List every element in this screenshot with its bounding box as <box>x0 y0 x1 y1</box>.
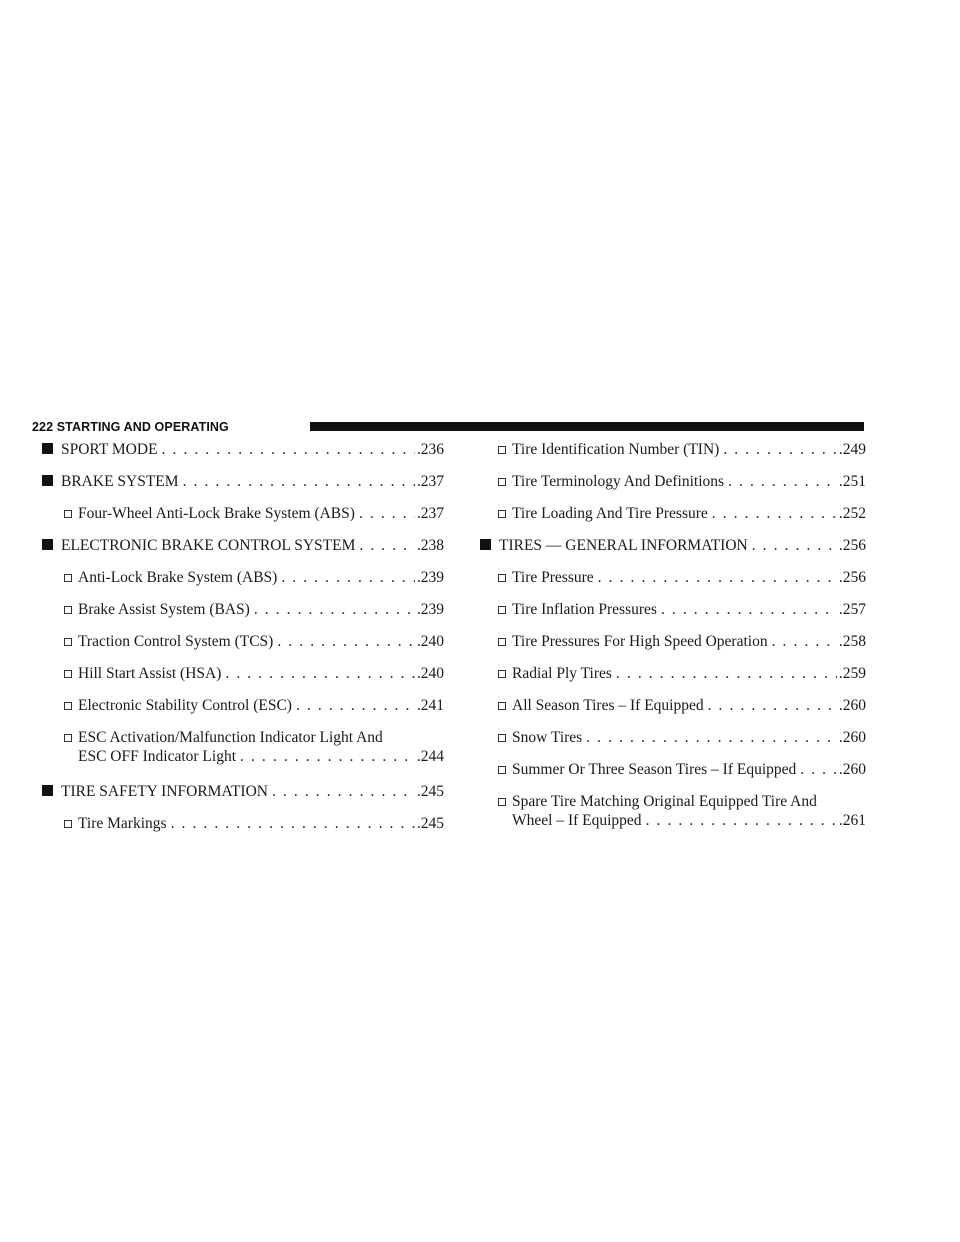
toc-entry-page: .238 <box>416 537 444 554</box>
dot-leader <box>586 728 837 747</box>
toc-entry[interactable] <box>42 536 444 555</box>
dot-leader <box>171 814 415 833</box>
toc-entry-page: .260 <box>838 761 866 778</box>
toc-subentry[interactable] <box>498 440 866 459</box>
hollow-square-bullet-icon <box>64 702 72 710</box>
toc-entry-label: Spare Tire Matching Original Equipped Tire And <box>512 793 817 810</box>
dot-leader <box>752 536 837 555</box>
toc-subentry[interactable] <box>498 504 866 523</box>
toc-entry-page: .239 <box>416 569 444 586</box>
toc-entry-page: .244 <box>416 748 444 765</box>
header-text <box>32 418 229 436</box>
hollow-square-bullet-icon <box>498 446 506 454</box>
toc-entry[interactable] <box>42 440 444 459</box>
dot-leader <box>359 536 415 555</box>
hollow-square-bullet-icon <box>498 734 506 742</box>
hollow-square-bullet-icon <box>498 510 506 518</box>
hollow-square-bullet-icon <box>64 606 72 614</box>
toc-entry-page: .241 <box>416 697 444 714</box>
toc-entry-page: .249 <box>838 441 866 458</box>
dot-leader <box>254 600 415 619</box>
square-bullet-icon <box>42 539 53 550</box>
toc-entry-label-continued: Wheel – If Equipped <box>512 812 642 829</box>
toc-entry-page: .258 <box>838 633 866 650</box>
toc-entry-label: ELECTRONIC BRAKE CONTROL SYSTEM <box>61 537 356 554</box>
toc-entry-label: SPORT MODE <box>61 441 158 458</box>
hollow-square-bullet-icon <box>498 606 506 614</box>
toc-entry-page: .261 <box>838 812 866 829</box>
toc-entry-label: Tire Pressures For High Speed Operation <box>512 633 768 650</box>
hollow-square-bullet-icon <box>64 734 72 742</box>
square-bullet-icon <box>42 475 53 486</box>
square-bullet-icon <box>42 785 53 796</box>
hollow-square-bullet-icon <box>498 638 506 646</box>
dot-leader <box>772 632 837 651</box>
toc-entry-page: .256 <box>838 537 866 554</box>
header-rule <box>310 422 864 431</box>
toc-entry-label-continued: ESC OFF Indicator Light <box>78 748 237 765</box>
toc-subentry[interactable] <box>498 568 866 587</box>
toc-entry[interactable] <box>42 782 444 801</box>
toc-subentry[interactable] <box>64 504 444 523</box>
dot-leader <box>598 568 837 587</box>
toc-entry[interactable] <box>480 536 866 555</box>
toc-subentry[interactable] <box>64 696 444 715</box>
dot-leader <box>616 664 837 683</box>
hollow-square-bullet-icon <box>64 510 72 518</box>
toc-entry-page: .245 <box>416 783 444 800</box>
toc-entry-label: TIRE SAFETY INFORMATION <box>61 783 268 800</box>
toc-entry-page: .236 <box>416 441 444 458</box>
toc-entry-label: Tire Pressure <box>512 569 594 586</box>
toc-entry-page: .245 <box>416 815 444 832</box>
toc-subentry[interactable] <box>64 664 444 683</box>
toc-entry-page: .237 <box>416 505 444 522</box>
toc-entry-label: Brake Assist System (BAS) <box>78 601 250 618</box>
toc-entry-label: Summer Or Three Season Tires – If Equipped <box>512 761 797 778</box>
square-bullet-icon <box>42 443 53 454</box>
dot-leader <box>162 440 415 459</box>
hollow-square-bullet-icon <box>498 478 506 486</box>
toc-entry-label: Snow Tires <box>512 729 583 746</box>
dot-leader <box>723 440 837 459</box>
toc-subentry[interactable] <box>64 600 444 619</box>
toc-entry[interactable] <box>42 472 444 491</box>
toc-subentry[interactable] <box>64 632 444 651</box>
toc-entry-label: Tire Loading And Tire Pressure <box>512 505 708 522</box>
toc-subentry[interactable] <box>64 814 444 833</box>
hollow-square-bullet-icon <box>64 574 72 582</box>
dot-leader <box>359 504 415 523</box>
toc-subentry[interactable] <box>64 728 444 766</box>
hollow-square-bullet-icon <box>498 798 506 806</box>
toc-entry-label: Tire Terminology And Definitions <box>512 473 725 490</box>
toc-entry-page: .240 <box>416 633 444 650</box>
toc-entry-page: .252 <box>838 505 866 522</box>
toc-entry-page: .239 <box>416 601 444 618</box>
toc-entry-label: Tire Identification Number (TIN) <box>512 441 720 458</box>
dot-leader <box>277 632 415 651</box>
toc-subentry[interactable] <box>498 632 866 651</box>
dot-leader <box>272 782 415 801</box>
dot-leader <box>712 504 837 523</box>
hollow-square-bullet-icon <box>64 670 72 678</box>
toc-subentry[interactable] <box>498 696 866 715</box>
dot-leader <box>225 664 414 683</box>
page-header <box>32 418 864 436</box>
toc-subentry[interactable] <box>498 600 866 619</box>
dot-leader <box>281 568 415 587</box>
toc-entry-label: Hill Start Assist (HSA) <box>78 665 222 682</box>
dot-leader <box>240 747 415 766</box>
toc-entry-label: Electronic Stability Control (ESC) <box>78 697 292 714</box>
hollow-square-bullet-icon <box>64 820 72 828</box>
hollow-square-bullet-icon <box>64 638 72 646</box>
toc-entry-label: Tire Inflation Pressures <box>512 601 657 618</box>
hollow-square-bullet-icon <box>498 574 506 582</box>
toc-subentry[interactable] <box>498 728 866 747</box>
toc-entry-label: Radial Ply Tires <box>512 665 612 682</box>
toc-entry-page: .237 <box>416 473 444 490</box>
toc-entry-page: .259 <box>838 665 866 682</box>
toc-entry-page: .251 <box>838 473 866 490</box>
toc-entry-label: Tire Markings <box>78 815 167 832</box>
hollow-square-bullet-icon <box>498 766 506 774</box>
toc-entry-label: All Season Tires – If Equipped <box>512 697 704 714</box>
section-title: STARTING AND OPERATING <box>56 420 229 434</box>
toc-entry-label: BRAKE SYSTEM <box>61 473 179 490</box>
toc-subentry[interactable] <box>498 760 866 779</box>
toc-entry-page: .240 <box>416 665 444 682</box>
page-number: 222 <box>32 420 54 434</box>
toc-entry-page: .260 <box>838 729 866 746</box>
dot-leader <box>728 472 837 491</box>
toc-subentry[interactable] <box>64 568 444 587</box>
hollow-square-bullet-icon <box>498 670 506 678</box>
toc-entry-label: Four-Wheel Anti-Lock Brake System (ABS) <box>78 505 355 522</box>
dot-leader <box>800 760 837 779</box>
dot-leader <box>661 600 837 619</box>
hollow-square-bullet-icon <box>498 702 506 710</box>
dot-leader <box>708 696 837 715</box>
toc-entry-page: .260 <box>838 697 866 714</box>
toc-entry-label: Anti-Lock Brake System (ABS) <box>78 569 278 586</box>
toc-subentry[interactable] <box>498 472 866 491</box>
square-bullet-icon <box>480 539 491 550</box>
dot-leader <box>646 811 837 830</box>
toc-entry-page: .256 <box>838 569 866 586</box>
toc-entry-label: ESC Activation/Malfunction Indicator Light And <box>78 729 383 746</box>
dot-leader <box>183 472 415 491</box>
toc-entry-label: Traction Control System (TCS) <box>78 633 274 650</box>
toc-subentry[interactable] <box>498 664 866 683</box>
toc-entry-page: .257 <box>838 601 866 618</box>
dot-leader <box>296 696 415 715</box>
toc-subentry[interactable] <box>498 792 866 830</box>
toc-entry-label: TIRES — GENERAL INFORMATION <box>499 537 748 554</box>
